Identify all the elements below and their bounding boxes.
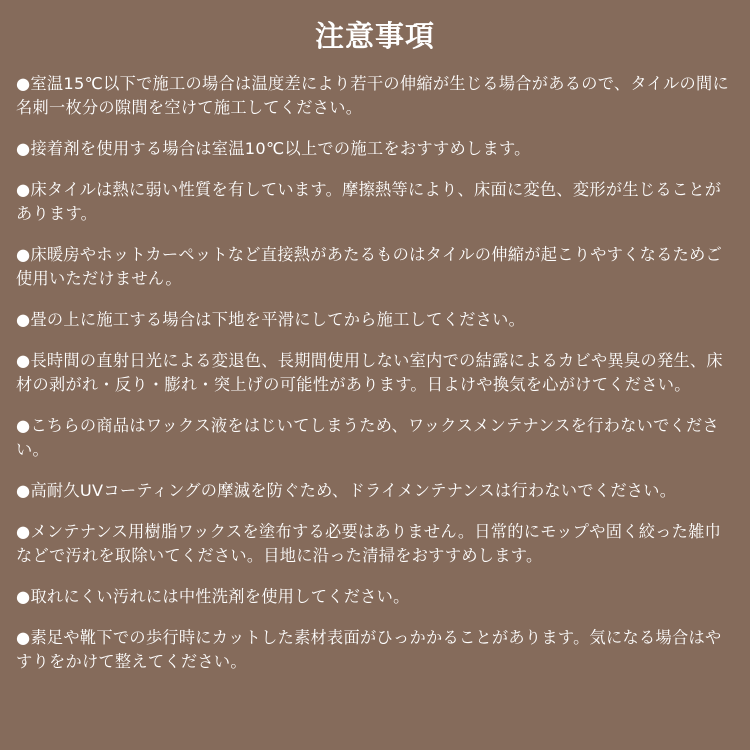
- note-text: こちらの商品はワックス液をはじいてしまうため、ワックスメンテナンスを行わないでください。: [16, 416, 720, 459]
- bullet-icon: ●: [16, 245, 31, 264]
- bullet-icon: ●: [16, 628, 31, 647]
- note-text: 素足や靴下での歩行時にカットした素材表面がひっかかることがあります。気になる場合はやすりをかけて整えてください。: [16, 628, 722, 671]
- bullet-icon: ●: [16, 139, 31, 158]
- note-text: 長時間の直射日光による変退色、長期間使用しない室内での結露によるカビや異臭の発生、床材の剥がれ・反り・膨れ・突上げの可能性があります。日よけや換気を心がけてください。: [16, 351, 723, 394]
- bullet-icon: ●: [16, 587, 31, 606]
- note-item: [16, 520, 734, 568]
- note-item: [16, 626, 734, 674]
- note-text: 取れにくい汚れには中性洗剤を使用してください。: [30, 587, 410, 606]
- bullet-icon: ●: [16, 481, 31, 500]
- note-item: [16, 72, 734, 120]
- note-text: 室温15℃以下で施工の場合は温度差により若干の伸縮が生じる場合があるので、タイルの間に名刺一枚分の隙間を空けて施工してください。: [16, 74, 729, 117]
- note-text: 床タイルは熱に弱い性質を有しています。摩擦熱等により、床面に変色、変形が生じることがあります。: [16, 180, 722, 223]
- bullet-icon: ●: [16, 180, 31, 199]
- bullet-icon: ●: [16, 522, 31, 541]
- note-item: [16, 178, 734, 226]
- bullet-icon: ●: [16, 310, 31, 329]
- note-item: [16, 479, 734, 503]
- note-text: 高耐久UVコーティングの摩滅を防ぐため、ドライメンテナンスは行わないでください。: [30, 481, 677, 500]
- note-item: [16, 308, 734, 332]
- notes-list: [16, 72, 734, 674]
- note-item: [16, 137, 734, 161]
- note-text: 床暖房やホットカーペットなど直接熱があたるものはタイルの伸縮が起こりやすくなるためご使用いただけません。: [16, 245, 723, 288]
- note-text: 畳の上に施工する場合は下地を平滑にしてから施工してください。: [30, 310, 526, 329]
- note-text: メンテナンス用樹脂ワックスを塗布する必要はありません。日常的にモップや固く絞った雑巾などで汚れを取除いてください。目地に沿った清掃をおすすめします。: [16, 522, 722, 565]
- note-text: 接着剤を使用する場合は室温10℃以上での施工をおすすめします。: [30, 139, 531, 158]
- note-item: [16, 243, 734, 291]
- note-item: [16, 414, 734, 462]
- bullet-icon: ●: [16, 74, 31, 93]
- note-item: [16, 585, 734, 609]
- note-item: [16, 349, 734, 397]
- page-title: 注意事項: [314, 19, 435, 53]
- bullet-icon: ●: [16, 351, 31, 370]
- bullet-icon: ●: [16, 416, 31, 435]
